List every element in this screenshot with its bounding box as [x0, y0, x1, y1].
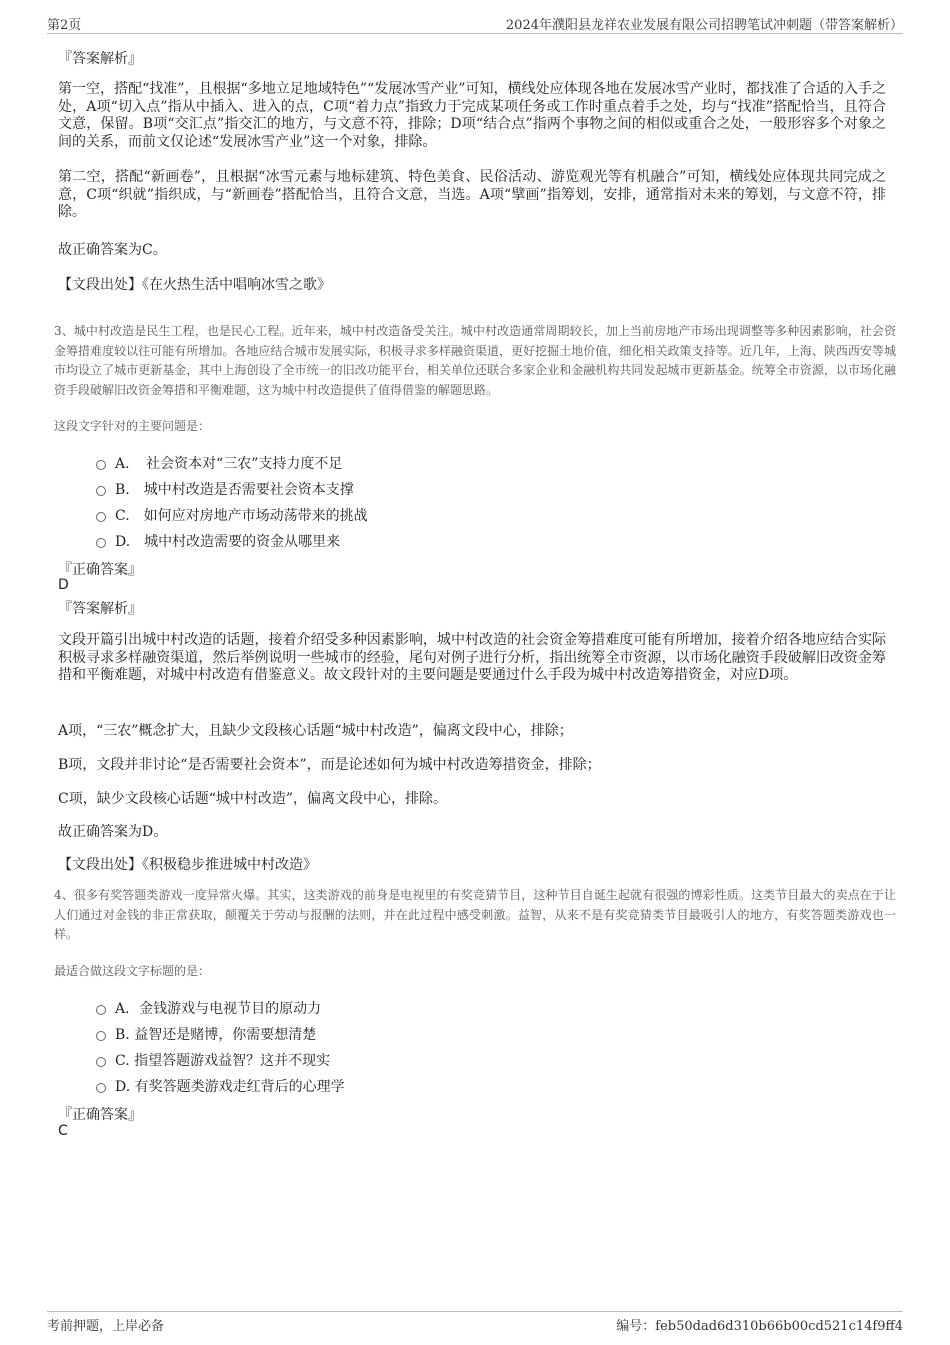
option-a[interactable] — [96, 453, 342, 473]
footer-slogan: 考前押题，上岸必备 — [47, 1319, 165, 1334]
radio-button-icon[interactable] — [96, 1083, 106, 1093]
radio-button-icon[interactable] — [96, 1005, 106, 1015]
analysis-paragraph: 第二空，搭配“新画卷”，且根据“冰雪元素与地标建筑、特色美食、民俗活动、游览观光等有机融合”可知，横线处应体现共同完成之意，C项“织就”指织成，与“新画卷”搭配恰当，且符合文意，当选。A项“擘画”指筹划，安排，通常指对未来的筹划，与文意不符，排除。 — [58, 169, 886, 220]
option-c[interactable] — [96, 505, 368, 525]
conclusion: 故正确答案为C。 — [58, 242, 167, 258]
page-header — [47, 14, 903, 34]
analysis-paragraph: 第一空，搭配“找准”，且根据“多地立足地域特色”“发展冰雪产业”可知，横线处应体现各地在发展冰雪产业时，都找准了合适的入手之处，A项“切入点”指从中插入、进入的点，C项“着力点”指致力于完成某项任务或工作时重点着手之处，均与“找准”搭配恰当，且符合文意，保留。B项“交汇点”指交汇的地方，与文意不符，排除；D项“结合点”指两个事物之间的相似或重合之处，一般形容多个对象之间的关系，而前文仅论述“发展冰雪产业”这一个对象，排除。 — [58, 81, 886, 150]
option-c[interactable] — [96, 1050, 330, 1070]
correct-answer-label: 『正确答案』 — [58, 562, 142, 578]
conclusion: 故正确答案为D。 — [58, 824, 168, 840]
page-footer — [47, 1311, 903, 1334]
analysis-label: 『答案解析』 — [58, 51, 142, 67]
option-label: A．金钱游戏与电视节目的原动力 — [115, 1001, 322, 1017]
elimination-b: B项，文段并非讨论“是否需要社会资本”，而是论述如何为城中村改造筹措资金，排除； — [58, 757, 601, 773]
question-text: 3、城中村改造是民生工程，也是民心工程。近年来，城中村改造备受关注。城中村改造通常周期较长，加上当前房地产市场出现调整等多种因素影响，社会资金筹措难度较以往可能有所增加。各地应结合城市发展实际，积极寻求多样融资渠道，更好挖掘土地价值，细化相关政策支持等。近几年，上海、陕西西安等城市均设立了城市更新基金，其中上海创设了全市统一的旧改功能平台，相关单位还联合多家企业和金融机构共同发起城市更新基金。统筹全市资源，以市场化融资手段破解旧改资金筹措和平衡难题，这为城中村改造提供了值得借鉴的解题思路。 — [54, 324, 896, 397]
document-id: 编号：feb50dad6d310b66b00cd521c14f9ff4 — [616, 1319, 903, 1334]
question-prompt: 这段文字针对的主要问题是： — [54, 419, 211, 433]
elimination-c: C项，缺少文段核心话题“城中村改造”，偏离文段中心，排除。 — [58, 791, 448, 807]
option-label: B. 城中村改造是否需要社会资本支撑 — [115, 482, 354, 498]
radio-button-icon[interactable] — [96, 486, 106, 496]
source-citation: 【文段出处】《在火热生活中唱响冰雪之歌》 — [58, 277, 331, 293]
question-prompt: 最适合做这段文字标题的是： — [54, 964, 211, 978]
page-number: 第2页 — [47, 18, 82, 33]
analysis-label: 『答案解析』 — [58, 601, 142, 617]
radio-button-icon[interactable] — [96, 460, 106, 470]
option-label: C. 如何应对房地产市场动荡带来的挑战 — [115, 508, 368, 524]
source-citation: 【文段出处】《积极稳步推进城中村改造》 — [58, 857, 317, 873]
radio-button-icon[interactable] — [96, 538, 106, 548]
document-title: 2024年濮阳县龙祥农业发展有限公司招聘笔试冲刺题（带答案解析） — [505, 18, 903, 33]
correct-answer: C — [58, 1123, 68, 1139]
option-label: B. 益智还是赌博，你需要想清楚 — [115, 1027, 317, 1043]
analysis-paragraph: 文段开篇引出城中村改造的话题，接着介绍受多种因素影响，城中村改造的社会资金筹措难度可能有所增加，接着介绍各地应结合实际积极寻求多样融资渠道，然后举例说明一些城市的经验，尾句对例子进行分析，指出统筹全市资源，以市场化融资手段破解旧改资金筹措和平衡难题，对城中村改造有借鉴意义。故文段针对的主要问题是要通过什么手段为城中村改造筹措资金，对应D项。 — [58, 632, 886, 683]
elimination-a: A项，“三农”概念扩大，且缺少文段核心话题“城中村改造”，偏离文段中心，排除； — [58, 723, 573, 739]
option-label: D. 城中村改造需要的资金从哪里来 — [115, 534, 341, 550]
question-text: 4、很多有奖答题类游戏一度异常火爆。其实，这类游戏的前身是电视里的有奖竞猜节目，这种节目自诞生起就有很强的博彩性质。这类节目最大的卖点在于让人们通过对金钱的非正常获取，颠覆关于劳动与报酬的法则，并在此过程中感受刺激。益智，从来不是有奖竞猜类节目最吸引人的地方，有奖答题类游戏也一样。 — [54, 888, 896, 941]
option-d[interactable] — [96, 1076, 345, 1096]
correct-answer-label: 『正确答案』 — [58, 1107, 142, 1123]
radio-button-icon[interactable] — [96, 1057, 106, 1067]
option-b[interactable] — [96, 479, 354, 499]
radio-button-icon[interactable] — [96, 512, 106, 522]
option-label: C. 指望答题游戏益智？这并不现实 — [115, 1053, 331, 1069]
option-b[interactable] — [96, 1024, 316, 1044]
correct-answer: D — [58, 577, 69, 593]
radio-button-icon[interactable] — [96, 1031, 106, 1041]
option-a[interactable] — [96, 998, 321, 1018]
option-label: A． 社会资本对“三农”支持力度不足 — [115, 456, 343, 472]
option-label: D. 有奖答题类游戏走红背后的心理学 — [115, 1079, 345, 1095]
option-d[interactable] — [96, 531, 340, 551]
